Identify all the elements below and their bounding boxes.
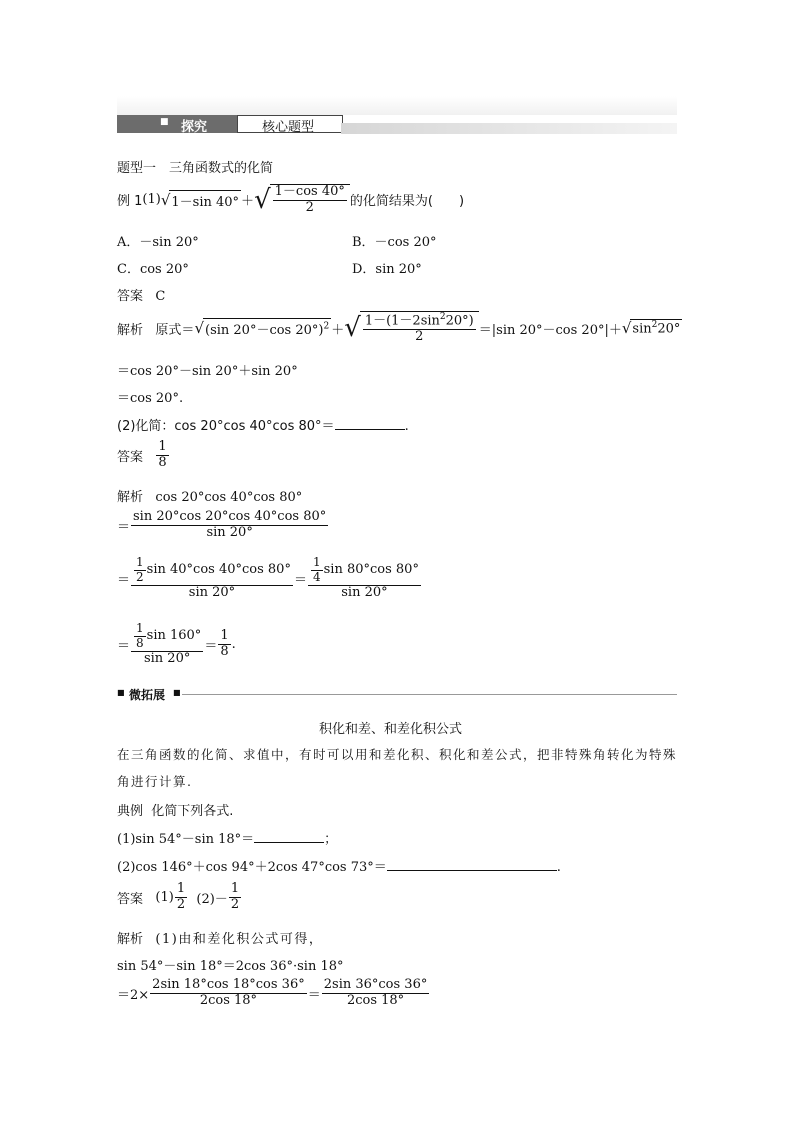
sqrt-icon: √ xyxy=(344,313,361,344)
example-label: 例 1 xyxy=(117,194,143,210)
analysis-line-2: 解析 cos 20°cos 40°cos 80° xyxy=(117,490,303,505)
extension-analysis: 解析 (1)由和差化积公式可得， xyxy=(117,932,324,947)
bullet-square-icon: ■ xyxy=(173,688,181,697)
option-d: D．sin 20° xyxy=(352,262,422,277)
analysis-frac-2: ＝ $\frac{1}{2}$ sin 40°cos 40°cos 80° sin 20° ＝ $\frac{1}{4}$ sin 80°cos 80° sin 20° xyxy=(117,555,419,600)
section-title: 探究 xyxy=(181,120,208,135)
extension-line-2: ＝2× $\frac{2\sin 18^\circ\cos 18^\circ\cos 36^\circ}{2\cos 18^\circ}$ ＝ $\frac{2\sin 36^\circ\cos 36^\circ}{2\cos 18^\circ}$ xyxy=(117,977,428,1008)
answer-blank xyxy=(335,429,405,430)
question-2: (2)cos 146°＋cos 94°＋2cos 47°cos 73°＝ . xyxy=(117,860,561,875)
question-1: (1)sin 54°－sin 18°＝ ； xyxy=(117,832,338,847)
analysis-frac-1: ＝ $\frac{\sin 20^\circ\cos 20^\circ\cos 40^\circ\cos 80^\circ}{\sin 20^\circ}$ xyxy=(117,509,327,540)
extension-title: 积化和差、和差化积公式 xyxy=(319,722,463,737)
subsection-title: 核心题型 xyxy=(262,120,315,135)
extension-paragraph-1: 在三角函数的化简、求值中，有时可以用和差化积、积化和差公式，把非特殊角转化为特殊 xyxy=(117,747,678,762)
option-b: B．－cos 20° xyxy=(352,235,437,250)
bullet-square-icon: ■ xyxy=(117,688,125,697)
sqrt-icon: √ xyxy=(254,184,271,215)
answer-line-2: 答案 $\frac{1}{8}$ xyxy=(117,439,167,470)
extension-paragraph-2: 角进行计算. xyxy=(117,774,193,789)
example-label: 典例 xyxy=(117,804,144,819)
answer-value: C xyxy=(155,289,166,304)
banner-fade-bar xyxy=(341,123,677,134)
analysis-label: 解析 xyxy=(117,322,144,338)
answer-blank xyxy=(387,870,557,871)
analysis-line-1: 解析 原式＝ √ (sin 20°－cos 20°)$^2$ ＋ √ $\frac{1-(1-2\sin^220^\circ)}{2}$ ＝|sin 20°－cos 20°|＋ √ $\sin^220^\circ$ xyxy=(117,312,681,345)
answer-blank xyxy=(254,842,324,843)
extension-line-1: sin 54°－sin 18°＝2cos 36°·sin 18° xyxy=(117,959,344,974)
extension-answer: 答案 (1) $\frac{1}{2}$ (2)－ $\frac{1}{2}$ xyxy=(117,881,240,912)
option-a: A．－sin 20° xyxy=(117,235,199,250)
answer-line xyxy=(117,285,165,304)
bullet-square-icon: ■ xyxy=(160,117,169,127)
analysis-step-1: ＝cos 20°－sin 20°＋sin 20° xyxy=(117,364,298,379)
section-banner xyxy=(117,115,237,133)
topic-heading: 题型一 三角函数式的化简 xyxy=(117,161,274,176)
analysis-step-2: ＝cos 20°. xyxy=(117,391,184,406)
example-1-question: 例 1 (1) √ 1－sin 40° ＋ √ $\frac{1-\cos 40^\circ}{2}$ 的化简结果为( ) xyxy=(117,184,465,215)
analysis-frac-3: ＝ $\frac{1}{8}$ sin 160° sin 20° ＝ $\frac{1}{8}$ . xyxy=(117,621,236,666)
sqrt-icon: √ xyxy=(621,319,632,338)
example-1b-question: (2)化简：cos 20°cos 40°cos 80°＝ . xyxy=(117,419,409,434)
example-line: 典例 化简下列各式. xyxy=(117,804,234,819)
answer-label: 答案 xyxy=(117,289,144,304)
extension-label: 微拓展 xyxy=(129,688,166,702)
sqrt-icon: √ xyxy=(160,190,171,209)
sqrt-icon: √ xyxy=(194,319,204,338)
extension-divider xyxy=(182,694,677,695)
banner-background xyxy=(117,96,677,115)
option-c: C．cos 20° xyxy=(117,262,189,277)
